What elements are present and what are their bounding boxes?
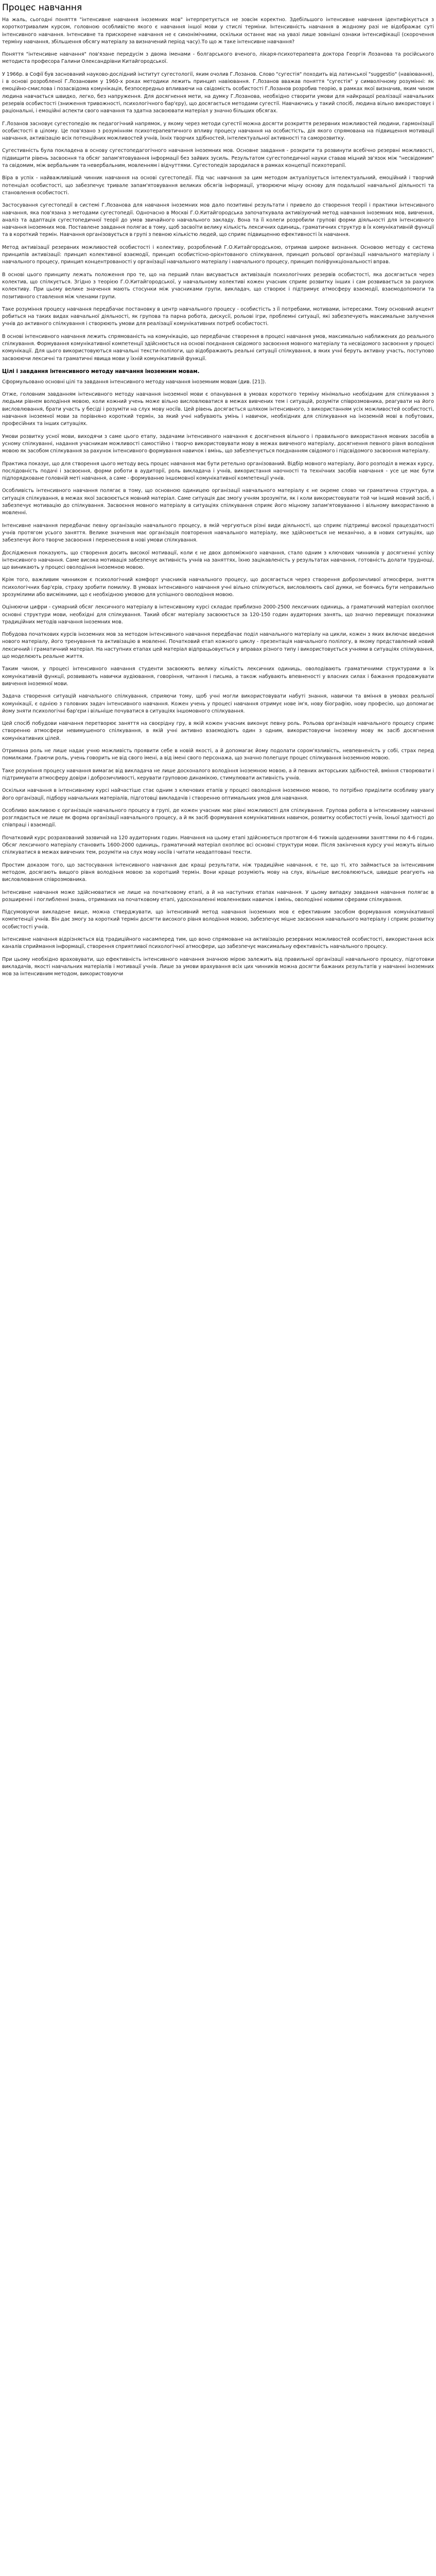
paragraph: Застосування сугестопедії в системі Г.Лозанова для навчання іноземних мов дало позитивні результати і привело до створення теорії і практики інтенсивного навчання, яка пов'язана з методами сугестопедії. Одночасно в Москві Г.О.Китайгородська започаткувала активізуючий метод навчання іноземних мов, вивчення, аналіз та адаптація сугестопедичної теорії до умов звичайного навчального закладу. Вона та її колеги розробили групові форми діяльності для інтенсивного навчання іноземних мов. Поставлене завдання полягає в тому, щоб засвоїти велику кількість лексичних одиниць, граматичних структур в їх комунікативній функції та в короткий термін. Навчання організовується в групі з певною кількістю людей, що сприяє підвищенню ефективності їх навчання. (2, 202, 434, 238)
paragraph: Оцінюючи цифри - сумарний обсяг лексичного матеріалу в інтенсивному курсі складає приблизно 2000-2500 лексичних одиниць, а граматичний матеріал охоплює основні структури мови, необхідні для спілкування. Такий обсяг матеріалу засвоюється за 120-150 годин аудиторних занять, що значно перевищує показники традиційних методів навчання іноземних мов. (2, 604, 434, 625)
paragraph: Цей спосіб побудови навчання перетворює заняття на своєрідну гру, в якій кожен учасник виконує певну роль. Рольова організація навчального процесу сприяє створенню атмосфери невимушеного спілкування, в якій учні активно взаємодіють один з одним, використовуючи іноземну мову як засіб досягнення комунікативних цілей. (2, 721, 434, 741)
paragraph: Підсумовуючи викладене вище, можна стверджувати, що інтенсивний метод навчання іноземних мов є ефективним засобом формування комунікативної компетенції учнів. Він дає змогу за короткий термін досягти високого рівня володіння мовою, забезпечує міцне засвоєння навчального матеріалу і сприяє розвитку особистості учнів. (2, 909, 434, 930)
article (0, 0, 436, 978)
paragraph: Особливо важливою є організація навчального процесу в групі, де кожен учасник має рівні можливості для спілкування. Групова робота в інтенсивному навчанні розглядається не лише як форма організації навчального процесу, а й як засіб формування комунікативних навичок, розвитку особистості учнів, їхньої здатності до співпраці і взаємодії. (2, 807, 434, 828)
paragraph: Г.Лозанов засновує сугестопедію як педагогічний напрямок, у якому через методи сугестії можна досягти розкриття резервних можливостей людини, гармонізації особистості в цілому. Це пов'язано з розумінням психотерапевтичного впливу процесу навчання на особистість, дія якого спрямована на підвищення мотивації навчання, активізацію всіх потенційних можливостей учнів, їхніх творчих здібностей, інтелектуальної активності та саморозвитку. (2, 121, 434, 142)
paragraph: Побудова початкових курсів іноземних мов за методом інтенсивного навчання передбачає поділ навчального матеріалу на цикли, кожен з яких включає введення нового матеріалу, його тренування та активізацію в мовленні. Початковий етап кожного циклу - презентація навчального полілогу, в якому представлений новий лексичний і граматичний матеріал. На наступних етапах цей матеріал відпрацьовується у вправах різного типу і використовується учнями в ситуаціях спілкування, що моделюють реальне життя. (2, 632, 434, 660)
paragraph: На жаль, сьогодні поняття "інтенсивне навчання іноземних мов" інтерпретується не зовсім коректно. Здебільшого інтенсивне навчання ідентифікується з короткотривалим курсом, головною особливістю якого є навчання іншої мови у стислі терміни. Інтенсивність навчання в жодному разі не відображає суті інтенсивного навчання. Інтенсивне та прискорене навчання не є синонімічними, оскільки останнє має на увазі лише зовнішні ознаки інтенсифікації (скорочення терміну навчання, збільшення обсягу матеріалу за визначений період часу).То що ж таке інтенсивне навчання? (2, 17, 434, 45)
page-title: Процес навчання (2, 3, 82, 13)
paragraph: Умови розвитку усної мови, виходячи з саме цього етапу, задачами інтенсивного навчання є досягнення вільного і правильного використання мовних засобів в усному спілкуванні, надання учасникам можливості самостійно і творчо використовувати мову в межах вивченого матеріалу, досягнення певного рівня володіння мовою як засобом спілкування за рахунок інтенсивного формування навичок і вмінь, що забезпечується поєднанням свідомого і підсвідомого засвоєння матеріалу. (2, 433, 434, 454)
paragraph: В основі цього принципу лежать положення про те, що на перший план висувається активізація психологічних резервів особистості, яка досягається через колектив, що спілкується. Згідно з теорією Г.О.Китайгородської, у навчальному колективі кожен учасник сприяє розвитку інших і сам розвивається за рахунок колективу. При цьому велике значення мають стосунки між учасниками групи, викладач, що створює і підтримує атмосферу взаємодії, взаємодопомоги та позитивного ставлення між членами групи. (2, 272, 434, 300)
paragraph: В основі інтенсивного навчання лежить спрямованість на комунікацію, що передбачає створення в процесі навчання умов, максимально наближених до реального спілкування. Формування комунікативної компетенції здійснюється на основі поєднання свідомого засвоєння мовного матеріалу та несвідомого засвоєння у процесі комунікації. Для цього використовуються навчальні тексти-полілоги, що відображають реальні ситуації спілкування, в яких учні беруть активну участь, поступово засвоюючи лексичні та граматичні явища мови у їхній комунікативній функції. (2, 333, 434, 362)
paragraph: Задача створення ситуацій навчального спілкування, сприяючи тому, щоб учні могли використовувати набуті знання, навички та вміння в умовах реальної комунікації, є однією з головних задач інтенсивного навчання. Кожен учень у процесі навчання отримує нове ім'я, нову біографію, нову професію, що допомагає йому зняти психологічні бар'єри і вільніше почуватися в ситуаціях іншомовного спілкування. (2, 693, 434, 714)
paragraph: Інтенсивне навчання відрізняється від традиційного насамперед тим, що воно спрямоване на активізацію резервних можливостей особистості, використання всіх каналів сприймання інформації, створення сприятливої психологічної атмосфери, що забезпечує максимальну ефективність навчального процесу. (2, 936, 434, 950)
paragraph: Віра в успіх - найважливіший чинник навчання на основі сугестопедії. Під час навчання за цим методом актуалізується інтелектуальний, емоційний і творчий потенціал особистості, що забезпечує тривале запам'ятовування великих обсягів інформації, утворюючи міцну основу для подальшої навчальної діяльності та становлення особистості. (2, 175, 434, 196)
main-section (2, 379, 434, 978)
section-heading: Цілі і завдання інтенсивного методу навчання іноземним мовам. (2, 368, 200, 375)
paragraph: Інтенсивне навчання передбачає певну організацію навчального процесу, в якій чергуються різні види діяльності, що сприяє підтримці високої працездатності учнів протягом усього заняття. Велике значення має організація повторення навчального матеріалу, яке здійснюється не механічно, а в нових ситуаціях, що забезпечує його творче засвоєння і перенесення в нові умови спілкування. (2, 522, 434, 544)
paragraph: Інтенсивне навчання може здійснюватися не лише на початковому етапі, а й на наступних етапах навчання. У цьому випадку завдання навчання полягає в розширенні і поглибленні знань, отриманих на початковому етапі, удосконаленні мовленнєвих навичок і вмінь, оволодінні новими сферами спілкування. (2, 889, 434, 903)
paragraph: Крім того, важливим чинником є психологічний комфорт учасників навчального процесу, що досягається через створення доброзичливої атмосфери, зняття психологічних бар'єрів, страху зробити помилку. В умовах інтенсивного навчання учні вільно спілкуються, висловлюють свої думки, не боячись бути неправильно зрозумілими або висміяними, що є необхідною умовою для успішного оволодіння мовою. (2, 577, 434, 598)
paragraph: Початковий курс розрахований зазвичай на 120 аудиторних годин. Навчання на цьому етапі здійснюється протягом 4-6 тижнів щоденними заняттями по 4-6 годин. Обсяг лексичного матеріалу становить 1600-2000 одиниць, граматичний матеріал охоплює всі основні структури мови. Після закінчення курсу учні можуть вільно спілкуватися в межах вивчених тем, розуміти на слух мову носіїв і читати неадаптовані тексти. (2, 835, 434, 856)
paragraph: Отримана роль не лише надає учню можливість проявити себе в новій якості, а й допомагає йому подолати сором'язливість, невпевненість у собі, страх перед помилками. Граючи роль, учень говорить не від свого імені, а від імені свого персонажа, що значно полегшує процес спілкування іноземною мовою. (2, 748, 434, 761)
paragraph: Практика показує, що для створення цього методу весь процес навчання має бути ретельно організований. Відбір мовного матеріалу, його розподіл в межах курсу, послідовність подачі і засвоєння, форми роботи в аудиторії, роль викладача і учнів, використання наочності та технічних засобів навчання - усе це має бути підпорядковане головній меті навчання, а саме - формуванню іншомовної комунікативної компетенції учнів. (2, 461, 434, 482)
paragraph: Оскільки навчання в інтенсивному курсі найчастіше стає одним з ключових етапів у процесі оволодіння іноземною мовою, то потрібно приділити особливу увагу його організації, підбору навчальних матеріалів, підготовці викладачів і створенню оптимальних умов для навчання. (2, 788, 434, 801)
paragraph: Особливість інтенсивного навчання полягає в тому, що основною одиницею організації навчального матеріалу є не окреме слово чи граматична структура, а ситуація спілкування, в межах якої засвоюється мовний матеріал. Саме ситуація дає змогу учням зрозуміти, як і коли використовувати той чи інший мовний засіб, і забезпечує мотивацію до спілкування. Засвоєння мовного матеріалу в ситуаціях спілкування сприяє його міцному запам'ятовуванню і вільному використанню в мовленні. (2, 488, 434, 516)
paragraph: Метод активізації резервних можливостей особистості і колективу, розроблений Г.О.Китайгородською, отримав широке визнання. Основою методу є система принципів активізації: принцип колективної взаємодії, принцип особистісно-орієнтованого спілкування, принцип рольової організації навчального матеріалу і навчального процесу, принцип концентрованості у організації навчального матеріалу і навчального процесу, принцип поліфункціональності вправ. (2, 244, 434, 265)
paragraph: Отже, головним завданням інтенсивного методу навчання іноземної мови є опанування в умовах короткого терміну мінімально необхідним для спілкування з людьми рівнем володіння мовою, коли кожний учень може вільно висловлюватися в межах вивчених тем і ситуацій, розуміти співрозмовника, реагувати на його висловлювання, брати участь у бесіді і розуміти на слух мову носіїв. Цей рівень досягається шляхом інтенсивного, з використанням усіх можливостей особистості, навчання іноземної мови за порівняно короткий термін, за який учні набувають умінь і навичок, необхідних для спілкування на іноземній мові в побутових, професійних та інших ситуаціях. (2, 392, 434, 427)
paragraph: Поняття "інтенсивне навчання" пов'язане передусім з двома іменами - болгарського вченого, лікаря-психотерапевта доктора Георгія Лозанова та російського методиста професора Галини Олександрівни Китайгородської. (2, 52, 434, 65)
paragraph: Таке розуміння процесу навчання вимагає від викладача не лише досконалого володіння іноземною мовою, а й певних акторських здібностей, вміння створювати і підтримувати атмосферу довіри і доброзичливості, керувати груповою динамікою, стимулювати активність учнів. (2, 768, 434, 781)
paragraph: При цьому необхідно враховувати, що ефективність інтенсивного навчання значною мірою залежить від правильної організації навчального процесу, підготовки викладачів, якості навчальних матеріалів і мотивації учнів. Лише за умови врахування всіх цих чинників можна досягти бажаних результатів у навчанні іноземних мов за інтенсивним методом, використовуючи (2, 956, 434, 977)
paragraph: Дослідження показують, що створення досить високої мотивації, коли є не двох допоміжного навчання, стало одним з ключових чинників у досягненні успіху інтенсивного навчання. Саме висока мотивація забезпечує активність учнів на заняттях, їхню зацікавленість у результатах навчання, готовність долати труднощі, що виникають у процесі оволодіння іноземною мовою. (2, 550, 434, 571)
paragraph: Таке розуміння процесу навчання передбачає постановку в центр навчального процесу - особистість з її потребами, мотивами, інтересами. Тому основний акцент робиться на таких видах навчальної діяльності, як групова та парна робота, дискусії, рольові ігри, проблемні ситуації, які забезпечують максимальне залучення учнів до активного спілкування і створюють умови для реалізації комунікативних потреб особистості. (2, 306, 434, 327)
paragraph: Простим доказом того, що застосування інтенсивного навчання дає кращі результати, ніж традиційне навчання, є те, що ті, хто займається за інтенсивним методом, досягають вищого рівня володіння мовою за коротший термін. Вони краще розуміють мову на слух, вільніше висловлюються, швидше реагують на висловлювання співрозмовника. (2, 862, 434, 883)
paragraph: Сугестивність була покладена в основу сугестопедагогічного навчання іноземних мов. Основне завдання - розкрити та розвинути всебічно резервні можливості, підвищити рівень засвоєння та обсяг запам'ятовування інформації без зайвих зусиль. Результатом сугестопедичної науки ставав міцний зв'язок між "несвідомим" та свідомим, між вербальним та невербальним, мовленням і відчуттями. Сугестопедія зародилася в рамках концепції психотерапії. (2, 148, 434, 169)
intro-section (2, 16, 434, 363)
paragraph: Сформульовано основні цілі та завдання інтенсивного методу навчання іноземним мовам (див. [21]). (2, 379, 267, 385)
paragraph: Таким чином, у процесі інтенсивного навчання студенти засвоюють велику кількість лексичних одиниць, оволодівають граматичними структурами в їх комунікативній функції, розвивають навички аудіювання, говоріння, читання і письма, а також набувають впевненості у власних силах і бажання продовжувати вивчення іноземної мови. (2, 666, 434, 687)
paragraph: У 1966р. в Софії був заснований науково-дослідний інститут сугестології, яким очолив Г.Лозанов. Слово "сугестія" походить від латинської "suggestio" (навіювання), і в основі розробленої Г.Лозановим у 1960-х роках методики лежить принцип навіювання. Г.Лозанов вважав поняття "сугестія" у символічному розумінні: як емоційно-смислова і позасвідома комунікація, безпосередньо впливаючи на свідомість особистості Г.Лозанов розробив теорію, в рамках якої визначив, яким чином людина навчається швидко, легко, без напруження. Для досягнення мети, на думку Г.Лозанова, необхідно створити умови для найкращої реалізації навчальних резервів особистості (зниження тривожності, психологічного бар'єру), що досягається методами сугестії. Навчаючись у такий спосіб, людина вільно використовує і раціональні, і емоційні аспекти свого навчання та здатна засвоювати матеріал у значно більших обсягах. (2, 71, 434, 114)
